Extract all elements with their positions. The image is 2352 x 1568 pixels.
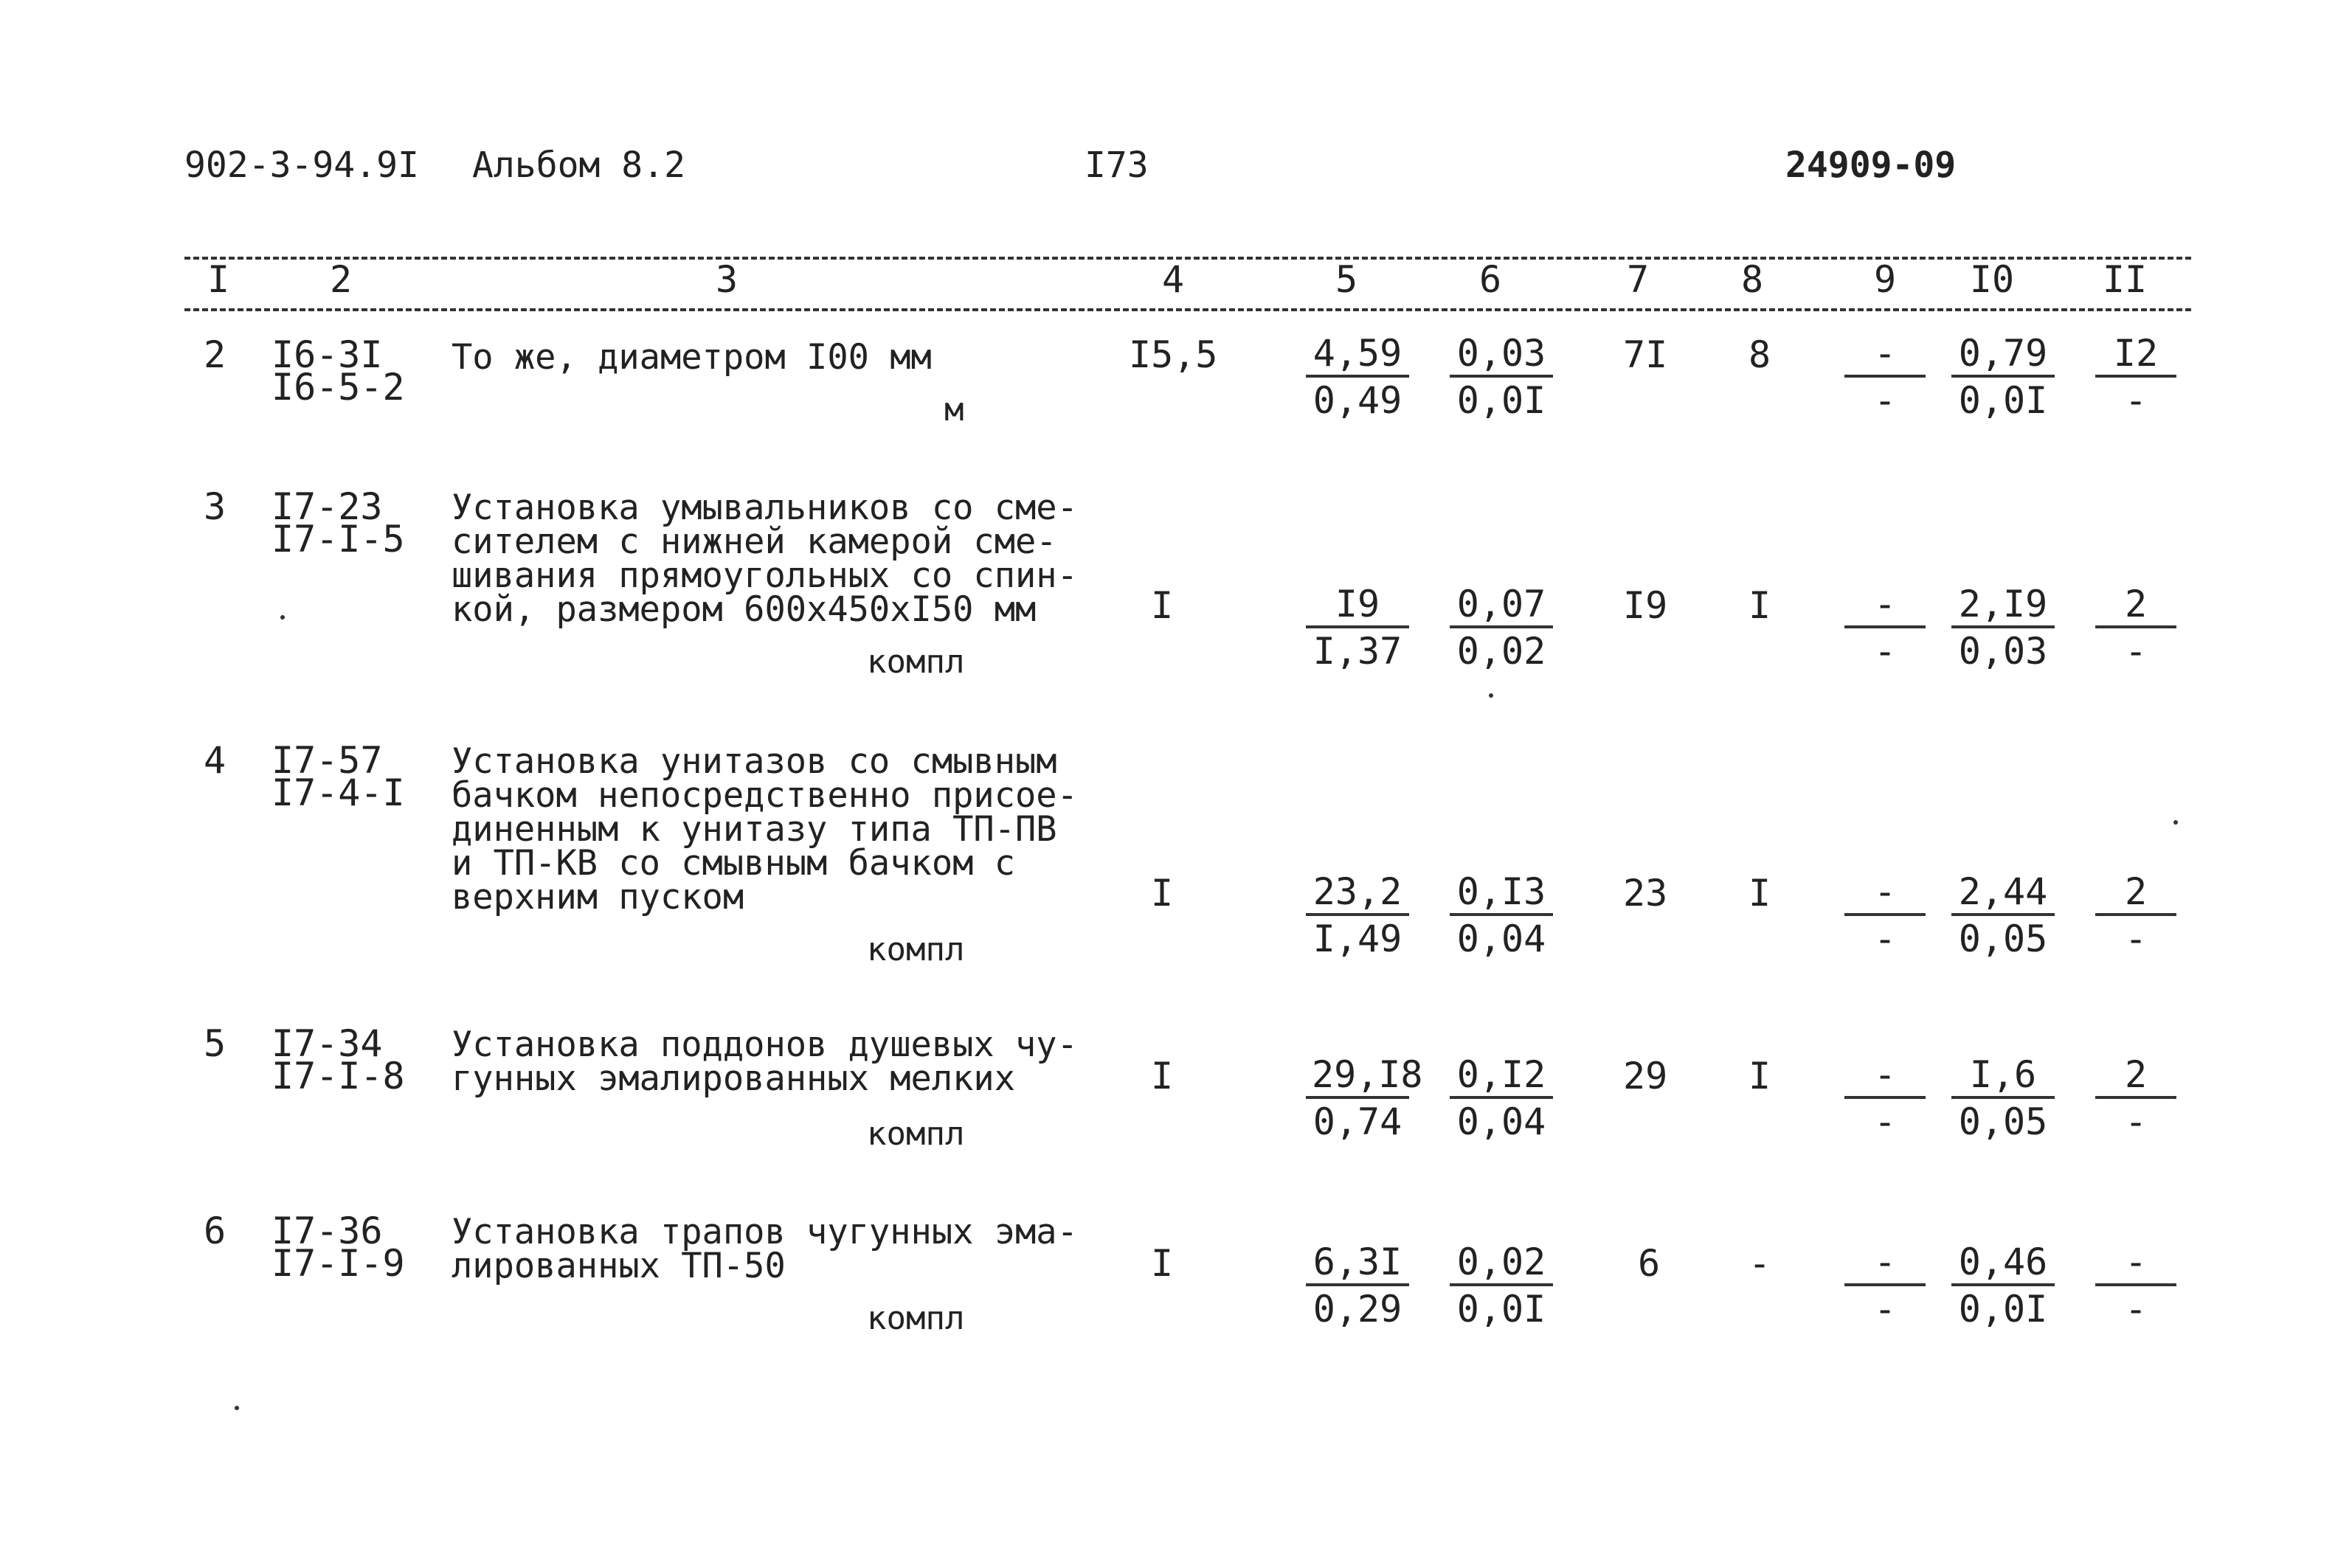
row-col9-fraction (1844, 1241, 1926, 1332)
column-number-9: 9 (1873, 258, 1897, 301)
fraction-denominator: I,37 (1312, 630, 1402, 673)
fraction-numerator: 4,59 (1306, 332, 1409, 378)
row-description: Установка поддонов душевых чу- (452, 1024, 1078, 1065)
row-col7: 7I (1623, 333, 1668, 376)
row-col8: - (1749, 1242, 1771, 1285)
row-col6-fraction (1450, 870, 1553, 962)
fraction-denominator: - (2124, 1100, 2148, 1143)
row-col9-fraction (1844, 870, 1926, 962)
row-col11-fraction (2095, 1241, 2176, 1332)
page-number: I73 (1085, 145, 1149, 186)
fraction-numerator: 0,07 (1450, 583, 1553, 628)
row-col10-fraction (1951, 583, 2055, 674)
fraction-numerator: - (1844, 1053, 1926, 1099)
row-code: I7-I-8 (271, 1055, 405, 1097)
fraction-numerator: - (1844, 870, 1926, 916)
row-quantity: I (1151, 584, 1174, 627)
fraction-denominator: - (1873, 1100, 1897, 1143)
row-col5-fraction (1306, 583, 1409, 674)
row-col10-fraction (1951, 870, 2055, 962)
row-unit: компл (867, 1300, 965, 1337)
fraction-denominator: I,49 (1312, 917, 1402, 960)
fraction-denominator: - (1873, 1288, 1897, 1331)
row-col7: 29 (1623, 1055, 1668, 1097)
row-description: бачком непосредственно присое- (452, 775, 1078, 816)
row-description: верхним пуском (452, 877, 744, 917)
row-quantity: I5,5 (1129, 333, 1218, 376)
row-description: То же, диаметром I00 мм (452, 337, 932, 378)
fraction-numerator: 2 (2095, 1053, 2176, 1099)
row-col6-fraction (1450, 1053, 1553, 1145)
row-unit: компл (867, 643, 965, 681)
fraction-denominator: - (1873, 917, 1897, 960)
row-description: Установка унитазов со смывным (452, 741, 1057, 782)
row-col6-fraction (1450, 1241, 1553, 1332)
row-col7: 6 (1638, 1242, 1661, 1285)
row-col6-fraction (1450, 332, 1553, 423)
row-description: гунных эмалированных мелких (452, 1058, 1016, 1099)
row-col6-fraction (1450, 583, 1553, 674)
fraction-numerator: 0,79 (1951, 332, 2055, 378)
row-quantity: I (1151, 1055, 1174, 1097)
fraction-numerator: 23,2 (1306, 870, 1409, 916)
row-description: и ТП-КВ со смывным бачком с (452, 843, 1016, 884)
fraction-denominator: - (2124, 917, 2148, 960)
fraction-denominator: 0,74 (1312, 1100, 1402, 1143)
column-number-11: II (2102, 258, 2148, 301)
fraction-denominator: 0,0I (1456, 1288, 1546, 1331)
fraction-numerator: - (1844, 583, 1926, 628)
fraction-denominator: - (2124, 379, 2148, 422)
fraction-denominator: 0,49 (1312, 379, 1402, 422)
row-col11-fraction (2095, 332, 2176, 423)
fraction-denominator: 0,05 (1958, 917, 2048, 960)
row-col5-fraction (1306, 332, 1409, 423)
column-number-5: 5 (1335, 258, 1358, 301)
fraction-denominator: 0,0I (1958, 379, 2048, 422)
row-code: I6-3I (271, 333, 383, 376)
column-number-8: 8 (1740, 258, 1764, 301)
fraction-numerator: 0,02 (1450, 1241, 1553, 1286)
fraction-denominator: - (1873, 630, 1897, 673)
fraction-denominator: 0,03 (1958, 630, 2048, 673)
column-number-3: 3 (715, 258, 739, 301)
row-code: I7-57 (271, 739, 383, 782)
fraction-denominator: 0,05 (1958, 1100, 2048, 1143)
fraction-numerator: - (1844, 332, 1926, 378)
row-number: 2 (204, 333, 226, 376)
row-col9-fraction (1844, 332, 1926, 423)
row-number: 6 (204, 1210, 226, 1252)
scan-speck (235, 1406, 239, 1410)
row-code: I7-I-5 (271, 518, 405, 561)
row-col10-fraction (1951, 1053, 2055, 1145)
row-code: I7-4-I (271, 771, 405, 814)
row-col10-fraction (1951, 1241, 2055, 1332)
fraction-denominator: 0,04 (1456, 1100, 1546, 1143)
column-number-7: 7 (1626, 258, 1650, 301)
fraction-numerator: I2 (2095, 332, 2176, 378)
scan-speck (280, 615, 285, 620)
fraction-numerator: 0,I3 (1450, 870, 1553, 916)
row-col8: I (1749, 584, 1771, 627)
row-quantity: I (1151, 1242, 1174, 1285)
fraction-denominator: 0,0I (1958, 1288, 2048, 1331)
row-col8: 8 (1749, 333, 1771, 376)
row-code: I6-5-2 (271, 366, 405, 409)
fraction-numerator: 6,3I (1306, 1241, 1409, 1286)
row-description: шивания прямоугольных со спин- (452, 555, 1078, 596)
scan-speck (1489, 693, 1493, 698)
column-number-10: I0 (1969, 258, 2015, 301)
row-col10-fraction (1951, 332, 2055, 423)
row-col11-fraction (2095, 583, 2176, 674)
header-rule-bottom (184, 308, 2191, 311)
row-col5-fraction (1306, 1053, 1423, 1145)
fraction-denominator: 0,02 (1456, 630, 1546, 673)
row-number: 3 (204, 485, 226, 528)
fraction-numerator: I,6 (1951, 1053, 2055, 1099)
fraction-denominator: 0,0I (1456, 379, 1546, 422)
column-number-4: 4 (1161, 258, 1185, 301)
fraction-denominator: 0,04 (1456, 917, 1546, 960)
fraction-numerator: 2 (2095, 583, 2176, 628)
row-col8: I (1749, 872, 1771, 915)
row-code: I7-I-9 (271, 1242, 405, 1285)
fraction-denominator: - (1873, 379, 1897, 422)
row-col11-fraction (2095, 1053, 2176, 1145)
fraction-denominator: 0,29 (1312, 1288, 1402, 1331)
row-col5-fraction (1306, 1241, 1409, 1332)
row-unit: компл (867, 1115, 965, 1153)
fraction-numerator: 0,46 (1951, 1241, 2055, 1286)
row-description: кой, размером 600x450xI50 мм (452, 589, 1037, 630)
row-col8: I (1749, 1055, 1771, 1097)
fraction-numerator: 2,I9 (1951, 583, 2055, 628)
row-unit: м (944, 391, 964, 429)
row-quantity: I (1151, 872, 1174, 915)
row-col11-fraction (2095, 870, 2176, 962)
row-col7: 23 (1623, 872, 1668, 915)
row-description: диненным к унитазу типа ТП-ПВ (452, 809, 1057, 850)
row-code: I7-36 (271, 1210, 383, 1252)
row-code: I7-34 (271, 1022, 383, 1065)
album-label: Альбом 8.2 (472, 145, 685, 186)
row-col9-fraction (1844, 583, 1926, 674)
row-description: сителем с нижней камерой сме- (452, 521, 1057, 562)
fraction-numerator: - (1844, 1241, 1926, 1286)
row-description: Установка трапов чугунных эма- (452, 1212, 1078, 1252)
fraction-numerator: - (2095, 1241, 2176, 1286)
document-code: 902-3-94.9I (184, 145, 419, 186)
row-col7: I9 (1623, 584, 1668, 627)
row-col9-fraction (1844, 1053, 1926, 1145)
scan-speck (2173, 820, 2178, 825)
row-number: 4 (204, 739, 226, 782)
fraction-numerator: 0,I2 (1450, 1053, 1553, 1099)
row-unit: компл (867, 931, 965, 968)
row-col5-fraction (1306, 870, 1409, 962)
row-number: 5 (204, 1022, 226, 1065)
column-number-6: 6 (1478, 258, 1502, 301)
fraction-denominator: - (2124, 630, 2148, 673)
column-number-2: 2 (329, 258, 353, 301)
fraction-numerator: I9 (1306, 583, 1409, 628)
document-number: 24909-09 (1785, 145, 1957, 186)
column-number-1: I (207, 258, 230, 301)
row-description: лированных ТП-50 (452, 1246, 786, 1286)
fraction-denominator: - (2124, 1288, 2148, 1331)
row-description: Установка умывальников со сме- (452, 488, 1078, 528)
fraction-numerator: 2 (2095, 870, 2176, 916)
row-code: I7-23 (271, 485, 383, 528)
fraction-numerator: 0,03 (1450, 332, 1553, 378)
fraction-numerator: 29,I8 (1306, 1053, 1409, 1099)
fraction-numerator: 2,44 (1951, 870, 2055, 916)
